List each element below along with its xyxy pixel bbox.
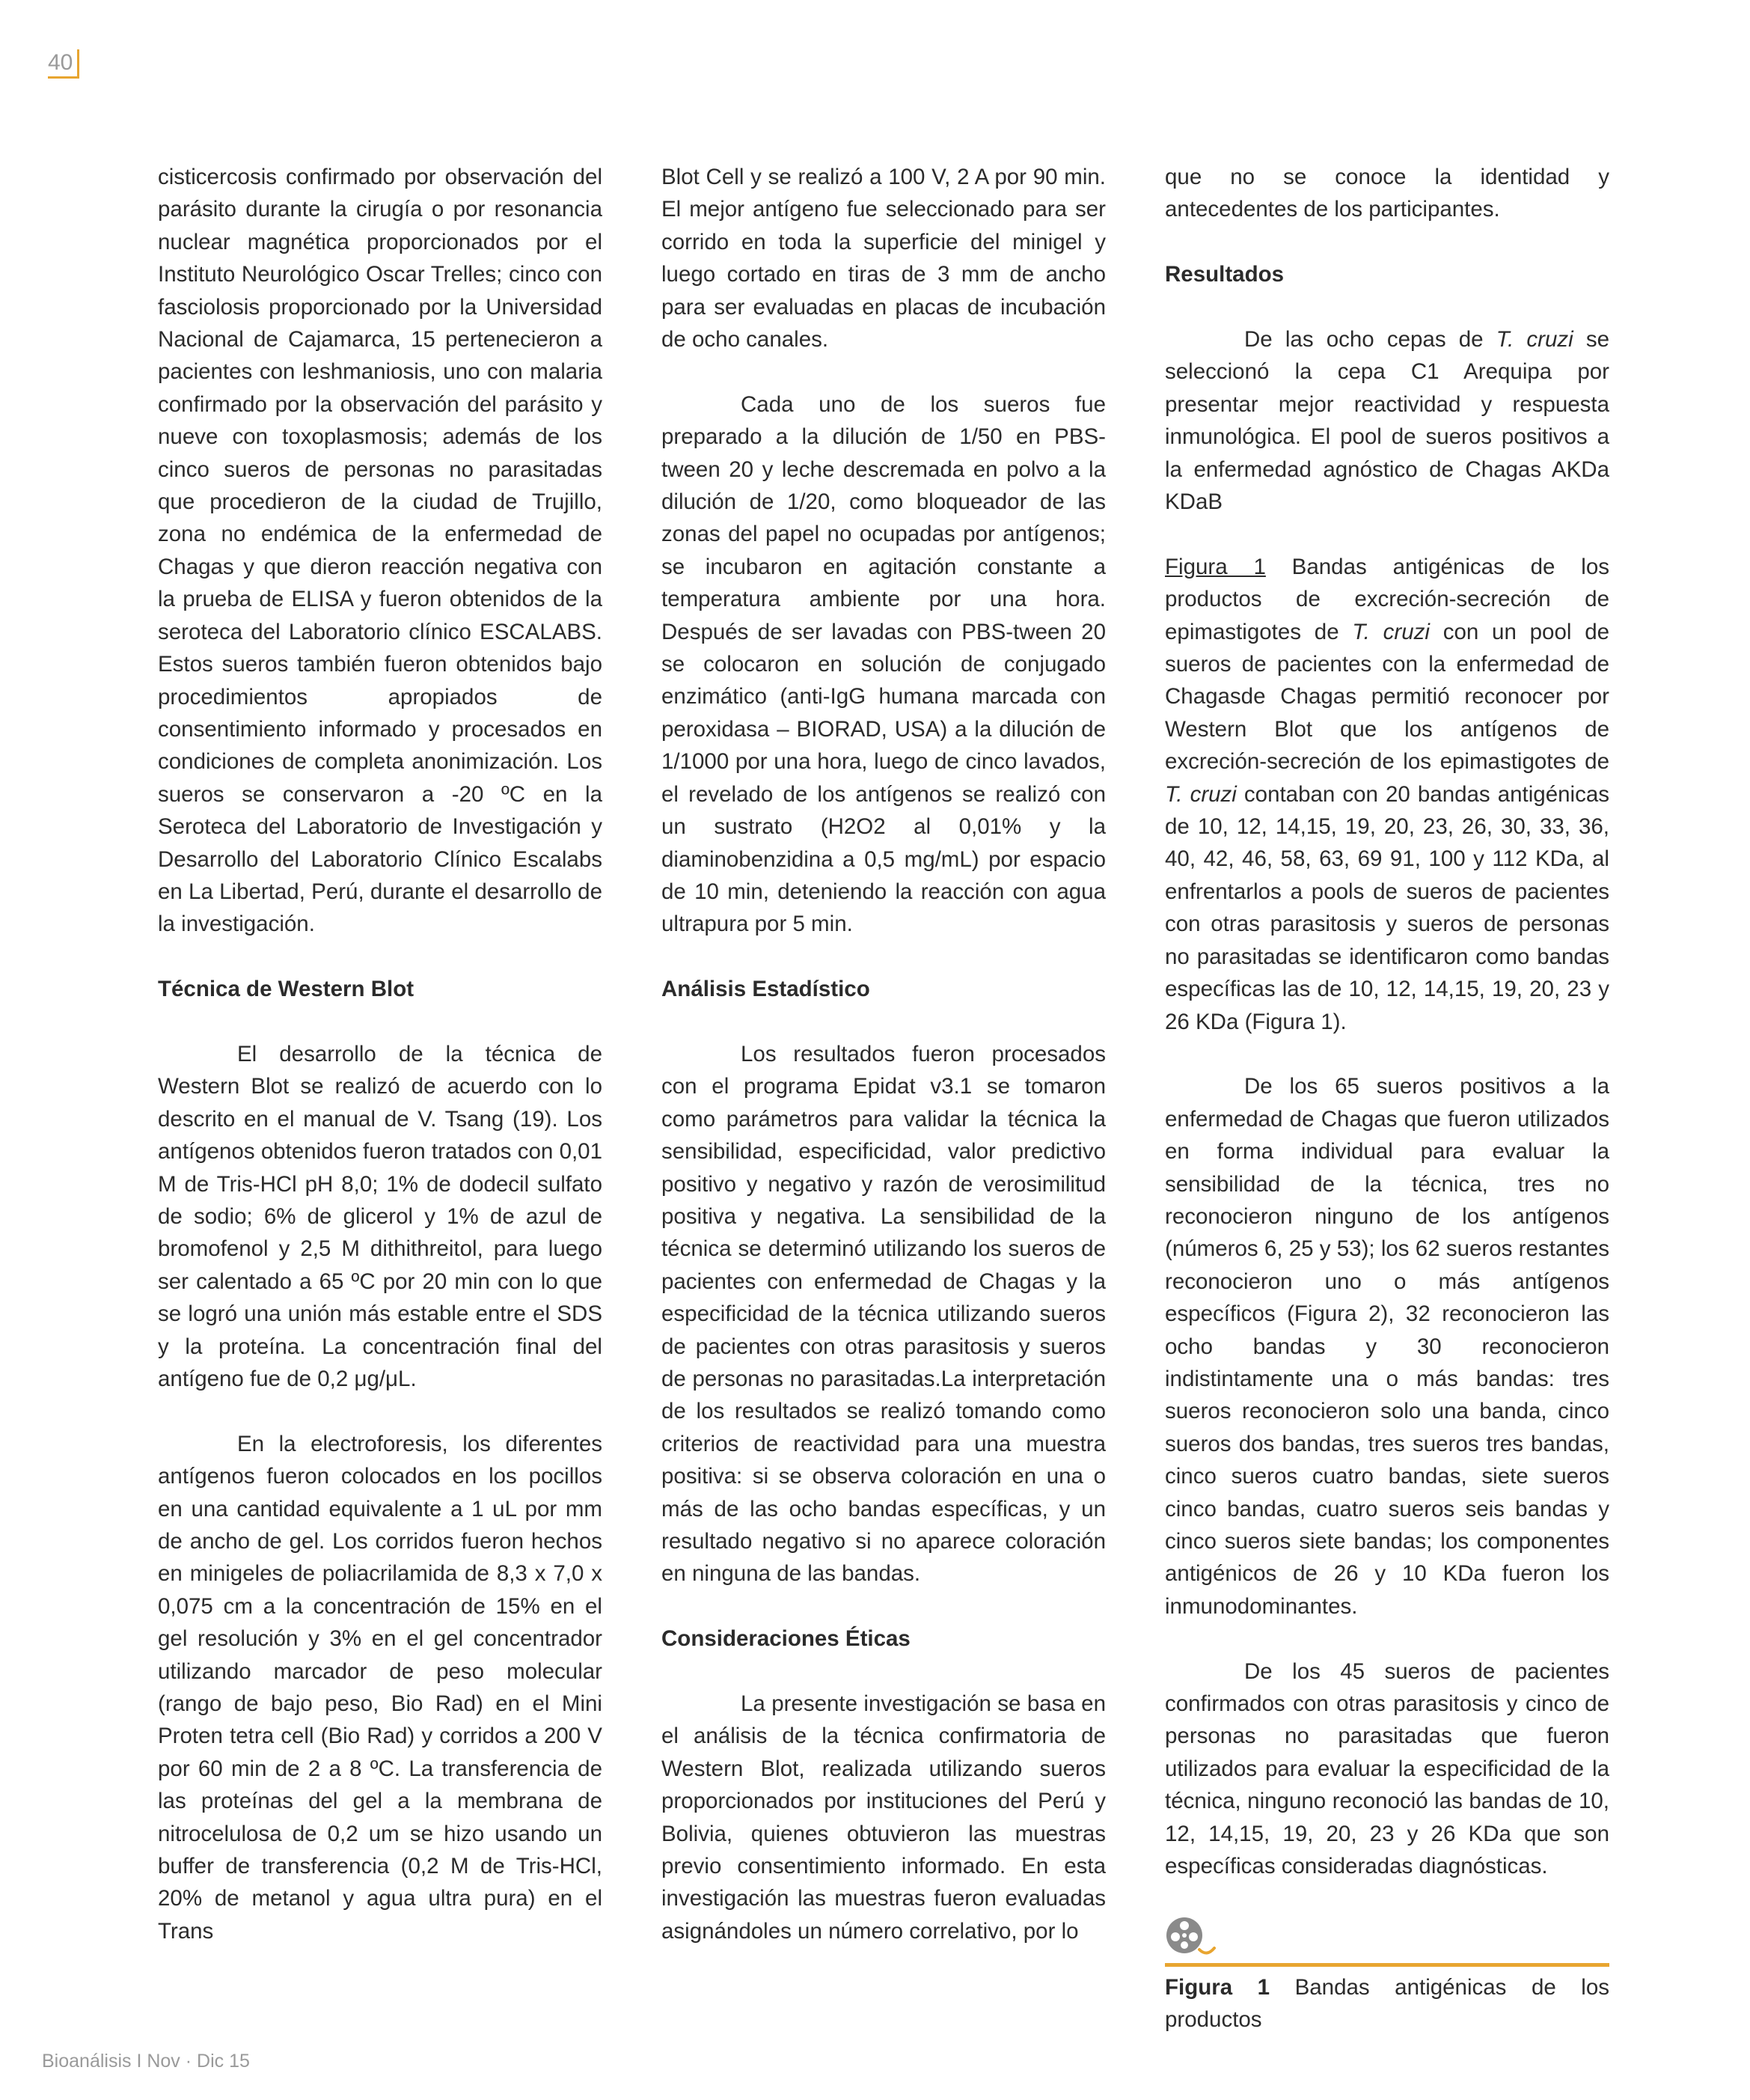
paragraph: Los resultados fueron procesados con el programa Epidat v3.1 se tomaron como parámetros para validar la técnica la sensibilidad, especificidad, valor predictivo positivo y negativo y razón de verosimilitud positiva y negativa. La sensibilidad de la técnica se determinó utilizando los sueros de pacientes con enfermedad de Chagas y la especificidad de la técnica utilizando sueros de pacientes con otras parasitosis y sueros de personas no parasitadas.La interpretación de los resultados se realizó tomando como criterios de reactividad para una muestra positiva: si se observa coloración en una o más de las ocho bandas específicas, y un resultado negativo si no aparece coloración en ninguna de las bandas. bbox=[661, 1041, 1106, 1587]
page-number: 40 bbox=[48, 49, 79, 79]
figure-1-link[interactable]: Figura 1 bbox=[1165, 554, 1266, 579]
paragraph: Figura 1 Bandas antigénicas de los productos de excreción-secreción de epimastigotes de T. cruzi con un pool de sueros de pacientes con la enfermedad de Chagasde Chagas permitió reconocer por Western Blot que los antígenos de excreción-secreción de los epimastigotes de T. cruzi contaban con 20 bandas antigénicas de 10, 12, 14,15, 19, 20, 23, 26, 30, 33, 36, 40, 42, 46, 58, 63, 69 91, 100 y 112 KDa, al enfrentarlos a pools de sueros de pacientes con otras parasitosis y sueros de personas no parasitadas se identificaron como bandas específicas las de 10, 12, 14,15, 19, 20, 23 y 26 KDa (Figura 1). bbox=[1165, 554, 1610, 1034]
paragraph: La presente investigación se basa en el análisis de la técnica confirmatoria de Western Blot, realizada utilizando sueros proporcionados por instituciones del Perú y Bolivia, quienes obtuvieron las muestras previo consentimiento informado. En esta investigación las muestras fueron evaluadas asignándoles un número correlativo, por lo bbox=[661, 1691, 1106, 1944]
paragraph: cisticercosis confirmado por observación del parásito durante la cirugía o por resonancia nuclear magnética proporcionados por el Instituto Neurológico Oscar Trelles; cinco con fasciolosis proporcionado por la Universidad Nacional de Cajamarca, 15 pertenecieron a pacientes con leshmaniosis, uno con malaria confirmado por la observación del parásito y nueve con toxoplasmosis; además de los cinco sueros de personas no parasitadas que procedieron de la ciudad de Trujillo, zona no endémica de la enfermedad de Chagas y que dieron reacción negativa con la prueba de ELISA y fueron obtenidos de la seroteca del Laboratorio clínico ESCALABS. Estos sueros también fueron obtenidos bajo procedimientos apropiados de consentimiento informado y procesados en condiciones de completa anonimización. Los sueros se conservaron a -20 ºC en la Seroteca del Laboratorio de Investigación y Desarrollo del Laboratorio Clínico Escalabs en La Libertad, Perú, durante el desarrollo de la investigación. bbox=[158, 165, 602, 937]
paragraph: El desarrollo de la técnica de Western Blot se realizó de acuerdo con lo descrito en el manual de V. Tsang (19). Los antígenos obtenidos fueron tratados con 0,01 M de Tris-HCl pH 8,0; 1% de dodecil sulfato de sodio; 6% de glicerol y 1% de azul de bromofenol y 2,5 M dithithreitol, para luego ser calentado a 65 ºC por 20 min con lo que se logró una unión más estable entre el SDS y la proteína. La concentración final del antígeno fue de 0,2 μg/μL. bbox=[158, 1041, 602, 1391]
figure-1-block bbox=[1165, 1915, 1609, 2036]
paragraph: que no se conoce la identidad y antecedentes de los participantes. bbox=[1165, 165, 1609, 222]
paragraph: Blot Cell y se realizó a 100 V, 2 A por 90 min. El mejor antígeno fue seleccionado para ser corrido en toda la superficie del minigel y luego cortado en tiras de 3 mm de ancho para ser evaluadas en placas de incubación de ocho canales. bbox=[661, 165, 1106, 352]
text-column-2 bbox=[661, 161, 1106, 1980]
paragraph: Cada uno de los sueros fue preparado a la dilución de 1/50 en PBS-tween 20 y leche descremada en polvo a la dilución de 1/20, como bloqueador de las zonas del papel no ocupadas por antígenos; se incubaron en agitación constante a temperatura ambiente por una hora. Después de ser lavadas con PBS-tween 20 se colocaron en solución de conjugado enzimático (anti-IgG humana marcada con peroxidasa – BIORAD, USA) a la dilución de 1/1000 por una hora, luego de cinco lavados, el revelado de los antígenos se realizó con un sustrato (H2O2 al 0,01% y la diaminobenzidina a 0,5 mg/mL) por espacio de 10 min, deteniendo la reacción con agua ultrapura por 5 min. bbox=[661, 391, 1106, 937]
section-heading-analisis: Análisis Estadístico bbox=[661, 977, 870, 1002]
page-footer: Bioanálisis I Nov · Dic 15 bbox=[42, 2051, 250, 2072]
text-column-3 bbox=[1165, 161, 1609, 2036]
paragraph: De los 65 sueros positivos a la enfermedad de Chagas que fueron utilizados en forma individual para evaluar la sensibilidad de la técnica, tres no reconocieron ninguno de los antígenos (números 6, 25 y 53); los 62 sueros restantes reconocieron uno o más antígenos específicos (Figura 2), 32 reconocieron las ocho bandas y 30 reconocieron indistintamente una o más bandas: tres sueros reconocieron solo una banda, cinco sueros dos bandas, tres sueros tres bandas, cinco sueros cuatro bandas, siete sueros cinco bandas, cuatro sueros seis bandas y cinco sueros siete bandas; los componentes antigénicos de 26 y 10 KDa fueron los inmunodominantes. bbox=[1165, 1074, 1609, 1619]
film-reel-icon bbox=[1165, 1915, 1217, 1957]
section-heading-western-blot: Técnica de Western Blot bbox=[158, 977, 414, 1002]
paragraph: De las ocho cepas de T. cruzi se seleccionó la cepa C1 Arequipa por presentar mejor reactividad y respuesta inmunológica. El pool de sueros positivos a la enfermedad agnóstico de Chagas AKDa KDaB bbox=[1165, 327, 1609, 515]
section-heading-eticas: Consideraciones Éticas bbox=[661, 1626, 911, 1652]
paragraph: De los 45 sueros de pacientes confirmados con otras parasitosis y cinco de personas no parasitadas que fueron utilizados para evaluar la especificidad de la técnica, ninguno reconoció las bandas de 10, 12, 14,15, 19, 20, 23 y 26 KDa que son específicas consideradas diagnósticas. bbox=[1165, 1658, 1609, 1879]
section-heading-resultados: Resultados bbox=[1165, 262, 1285, 287]
text-column-1 bbox=[158, 161, 602, 1980]
paragraph: En la electroforesis, los diferentes antígenos fueron colocados en los pocillos en una cantidad equivalente a 1 uL por mm de ancho de gel. Los corridos fueron hechos en minigeles de poliacrilamida de 8,3 x 7,0 x 0,075 cm a la concentración de 15% en el gel resolución y 3% en el gel concentrador utilizando marcador de peso molecular (rango de bajo peso, Bio Rad) en el Mini Proten tetra cell (Bio Rad) y corridos a 200 V por 60 min de 2 a 8 ºC. La transferencia de las proteínas del gel a la membrana de nitrocelulosa de 0,2 um se hizo usando un buffer de transferencia (0,2 M de Tris-HCl, 20% de metanol y agua ultra pura) en el Trans bbox=[158, 1431, 602, 1944]
figure-1-caption: Figura 1 Bandas antigénicas de los productos bbox=[1165, 1974, 1609, 2033]
figure-divider bbox=[1165, 1963, 1609, 1967]
